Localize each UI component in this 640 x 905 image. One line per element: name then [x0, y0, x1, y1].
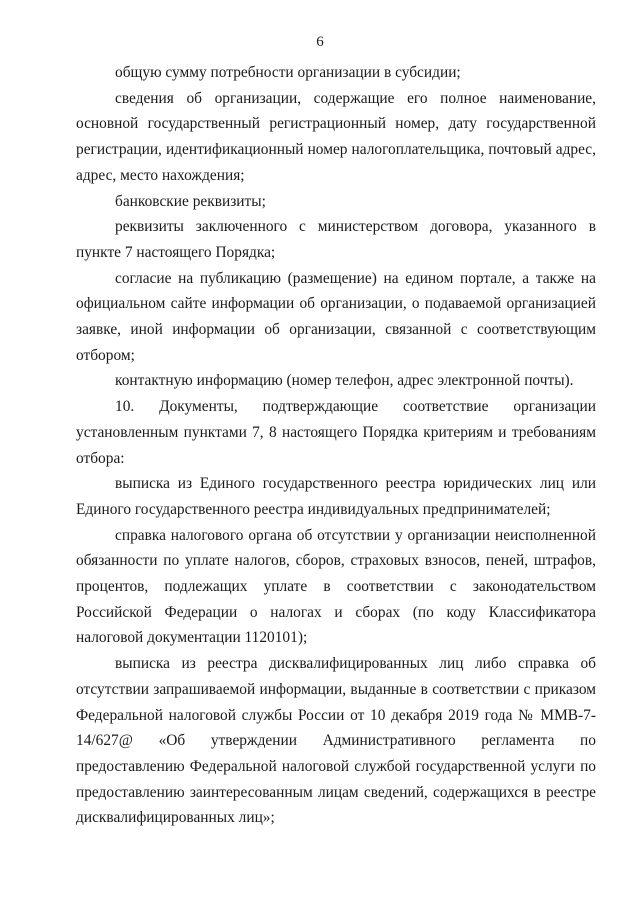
paragraph-organization-info: сведения об организации, содержащие его полное наименование, основной государственный регистрационный номер, дату государственной регистрации, идентификационный номер налогоплательщика, почтовый адрес, адрес, место нахождения;: [76, 89, 596, 184]
paragraph-publication-consent: согласие на публикацию (размещение) на едином портале, а также на официальном сайте информации об организации, о подаваемой организацией заявке, иной информации об организации, связанной с соответствующим отбором;: [76, 269, 596, 364]
paragraph-contract-details: реквизиты заключенного с министерством договора, указанного в пункте 7 настоящего Порядка;: [76, 218, 596, 261]
paragraph-egrul-extract: выписка из Единого государственного реестра юридических лиц или Единого государственного реестра индивидуальных предпринимателей;: [76, 475, 596, 518]
paragraph-contact-info: контактную информацию (номер телефон, адрес электронной почты).: [115, 372, 574, 390]
paragraph-tax-certificate: справка налогового органа об отсутствии у организации неисполненной обязанности по уплате налогов, сборов, страховых взносов, пеней, штрафов, процентов, подлежащих уплате в соответствии с законодательством Российской Федерации о налогах и сборах (по коду Классификатора налоговой документации 1120101);: [76, 526, 596, 647]
page-number: 6: [316, 34, 324, 50]
paragraph-bank-details: банковские реквизиты;: [115, 192, 266, 210]
paragraph-disqualified-registry: выписка из реестра дисквалифицированных лиц либо справка об отсутствии запрашиваемой информации, выданные в соответствии с приказом Федеральной налоговой службы России от 10 декабря 2019 года № ММВ-7-14/627@ «Об утверждении Административного регламента по предоставлению Федеральной налоговой службой государственной услуги по предоставлению заинтересованным лицам сведений, содержащихся в реестре дисквалифицированных лиц»;: [76, 655, 596, 827]
paragraph-total-amount: общую сумму потребности организации в субсидии;: [115, 64, 461, 81]
paragraph-item-10: 10. Документы, подтверждающие соответствие организации установленным пунктами 7, 8 настоящего Порядка критериям и требованиям отбора:: [76, 398, 596, 467]
document-body: [76, 60, 596, 831]
